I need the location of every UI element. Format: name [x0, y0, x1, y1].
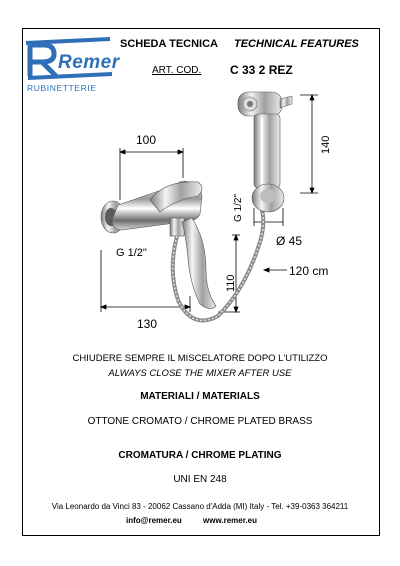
footer-website[interactable]: www.remer.eu [203, 516, 257, 525]
dim-height-110: 110 [225, 274, 237, 292]
warning-it: CHIUDERE SEMPRE IL MISCELATORE DOPO L'UTILIZZO [72, 353, 328, 364]
warning-en: ALWAYS CLOSE THE MIXER AFTER USE [108, 368, 292, 379]
dim-thread-left: G 1/2" [116, 247, 147, 259]
plating-heading: CROMATURA / CHROME PLATING [118, 450, 282, 461]
footer-email[interactable]: info@remer.eu [126, 516, 182, 525]
dim-thread-vertical: G 1/2" [233, 193, 244, 222]
dim-diameter: Ø 45 [276, 234, 303, 248]
logo-text: Remer [58, 52, 120, 73]
logo-subtitle: RUBINETTERIE [27, 83, 97, 93]
art-code: C 33 2 REZ [230, 63, 293, 77]
materials-value: OTTONE CROMATO / CHROME PLATED BRASS [87, 416, 313, 427]
title-it: SCHEDA TECNICA [120, 38, 218, 50]
dim-width-bottom: 130 [137, 317, 158, 331]
dim-hose-length: 120 cm [289, 264, 329, 278]
dim-width-top: 100 [136, 133, 157, 147]
dim-handshower-height: 140 [320, 135, 332, 154]
title-en: TECHNICAL FEATURES [234, 38, 359, 50]
art-label: ART. COD. [152, 65, 202, 76]
plating-standard: UNI EN 248 [173, 474, 227, 485]
materials-heading: MATERIALI / MATERIALS [140, 391, 260, 402]
footer-address: Via Leonardo da Vinci 83 - 20062 Cassano d'Adda (MI) Italy - Tel. +39-0363 364211 [51, 502, 349, 511]
